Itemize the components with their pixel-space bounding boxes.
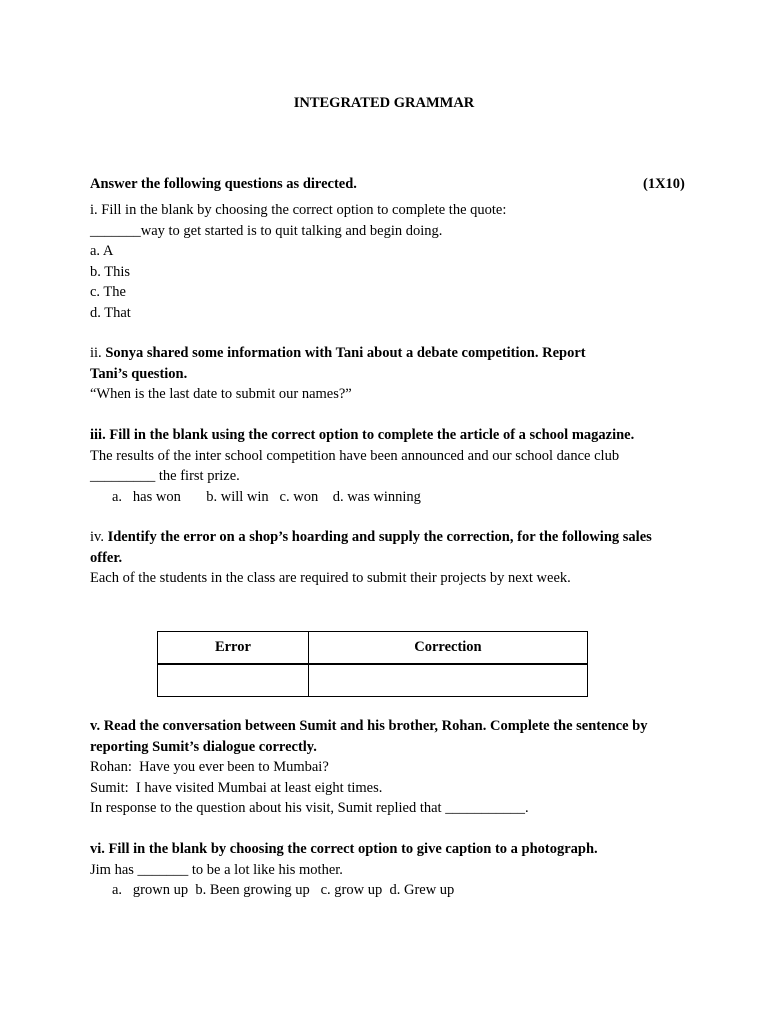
q2-number: ii. <box>90 345 106 361</box>
q1-text: _______way to get started is to quit talking and begin doing. <box>90 222 443 239</box>
q1-option-c: c. The <box>90 284 126 300</box>
question-3 <box>90 425 730 507</box>
q4-text: Each of the students in the class are required to submit their projects by next week. <box>90 570 571 586</box>
instruction-text: Answer the following questions as directed. <box>90 176 357 192</box>
q4-prompt-text: Identify the error on a shop’s hoarding and supply the correction, for the following sales <box>107 529 652 545</box>
q3-text-line1: The results of the inter school competition have been announced and our school dance club <box>90 447 620 464</box>
q5-prompt-line2: reporting Sumit’s dialogue correctly. <box>90 738 317 755</box>
question-4 <box>90 527 730 589</box>
error-header: Error <box>158 632 309 665</box>
q4-prompt-line2: offer. <box>90 549 123 566</box>
q6-prompt: vi. Fill in the blank by choosing the correct option to give caption to a photograph. <box>90 841 598 857</box>
q1-option-a: a. A <box>90 243 114 259</box>
correction-cell[interactable] <box>308 664 587 697</box>
q2-prompt-line1 <box>90 343 690 364</box>
question-5 <box>90 716 730 819</box>
q3-options: a. has won b. will win c. won d. was winning <box>112 488 421 505</box>
q1-option-d: d. That <box>90 304 131 321</box>
instruction-row <box>90 174 690 195</box>
q1-prompt: i. Fill in the blank by choosing the correct option to complete the quote: <box>90 202 507 218</box>
q5-dialogue-rohan: Rohan: Have you ever been to Mumbai? <box>90 759 329 775</box>
marks-label: (1X10) <box>643 176 685 192</box>
question-1 <box>90 200 690 323</box>
q4-number: iv. <box>90 529 108 545</box>
page-title: INTEGRATED GRAMMAR <box>293 95 475 111</box>
error-cell[interactable] <box>158 664 309 697</box>
q2-prompt-text: Sonya shared some information with Tani about a debate competition. Report <box>105 345 586 361</box>
q5-dialogue-sumit: Sumit: I have visited Mumbai at least eight times. <box>90 779 383 796</box>
q5-prompt-line1: v. Read the conversation between Sumit and his brother, Rohan. Complete the sentence by <box>90 718 648 734</box>
q2-prompt-line2: Tani’s question. <box>90 365 188 382</box>
question-6 <box>90 839 730 901</box>
q4-prompt-line1 <box>90 527 730 548</box>
error-correction-table <box>157 631 588 697</box>
table-answer-row <box>158 664 588 697</box>
q3-prompt: iii. Fill in the blank using the correct option to complete the article of a school magazine. <box>90 427 635 443</box>
correction-header: Correction <box>308 632 587 665</box>
q2-text: “When is the last date to submit our names?” <box>90 386 352 402</box>
q6-options: a. grown up b. Been growing up c. grow up d. Grew up <box>112 882 455 898</box>
q6-text: Jim has _______ to be a lot like his mother. <box>90 861 343 878</box>
q1-option-b: b. This <box>90 263 131 280</box>
question-2 <box>90 343 690 405</box>
q5-sentence: In response to the question about his visit, Sumit replied that ___________. <box>90 800 529 816</box>
q3-text-line2: _________ the first prize. <box>90 468 240 484</box>
table-header-row <box>158 632 588 665</box>
